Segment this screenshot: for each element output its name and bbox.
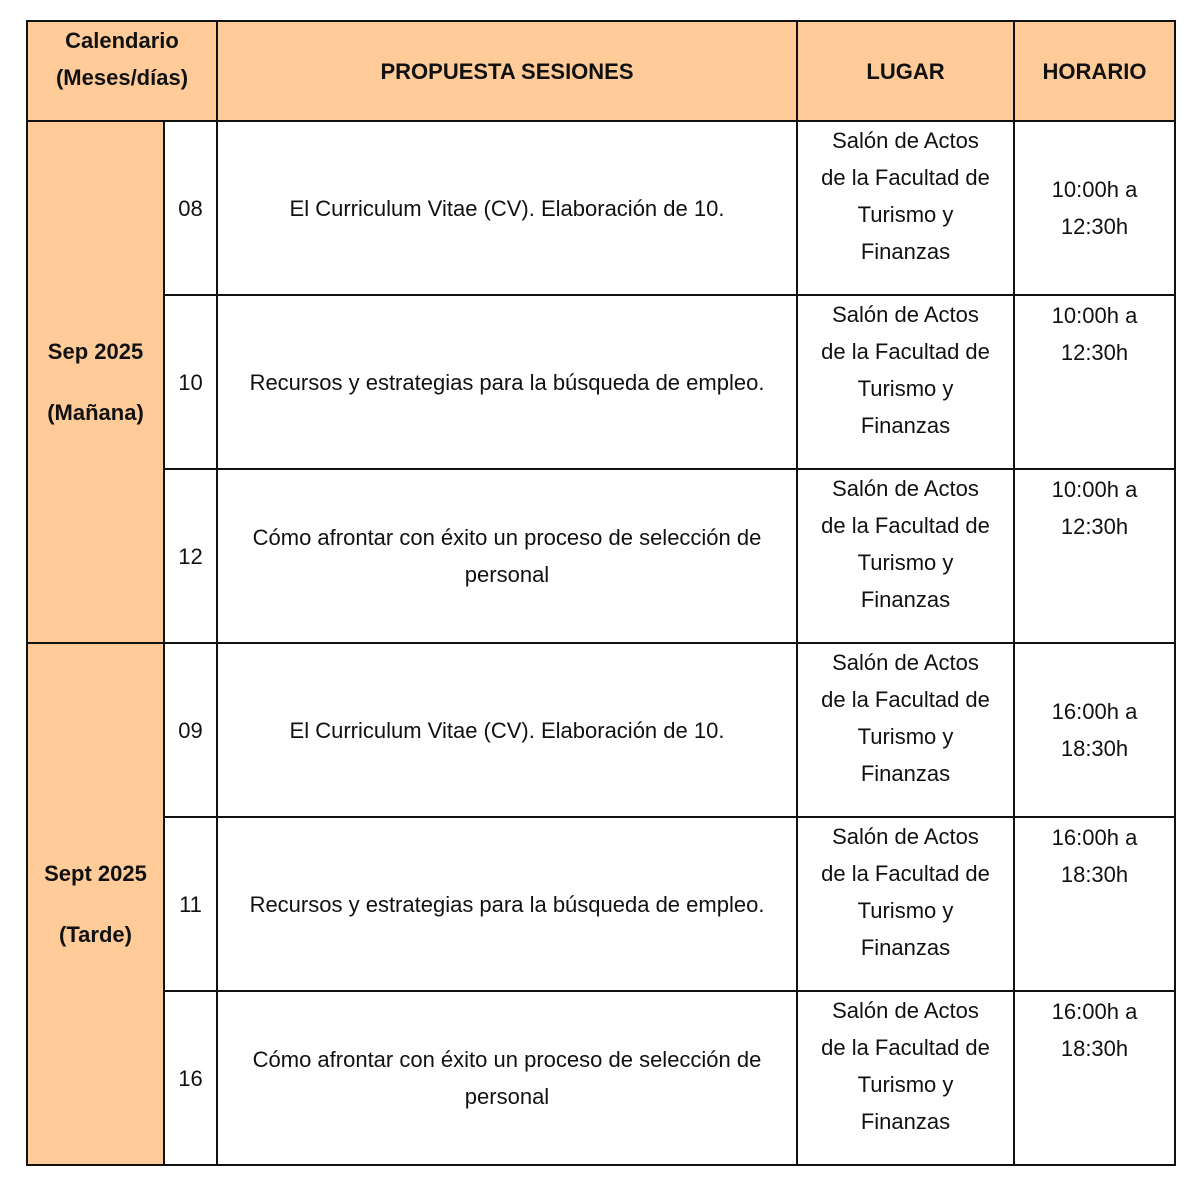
hours-line: 16:00h a (1051, 825, 1138, 850)
place-line: Turismo y (857, 898, 954, 923)
schedule-table (26, 20, 1176, 1166)
table-row (27, 643, 1175, 817)
session-cell: El Curriculum Vitae (CV). Elaboración de 10. (217, 643, 797, 817)
place-line: de la Facultad de (821, 1035, 990, 1060)
place-line: Finanzas (860, 587, 951, 612)
hours-line: 10:00h a (1051, 303, 1138, 328)
place-line: de la Facultad de (821, 687, 990, 712)
hours-line: 10:00h a (1051, 477, 1138, 502)
place-line: Turismo y (857, 376, 954, 401)
place-line: de la Facultad de (821, 861, 990, 886)
header-calendar-line2: (Meses/días) (55, 65, 189, 90)
place-line: Salón de Actos (832, 650, 979, 675)
header-calendar (27, 21, 217, 121)
place-line: Finanzas (860, 935, 951, 960)
table-row (27, 469, 1175, 643)
place-cell (797, 469, 1014, 643)
hours-line: 16:00h a (1051, 999, 1138, 1024)
hours-cell (1014, 643, 1175, 817)
group-label-afternoon (27, 643, 164, 1165)
place-line: Salón de Actos (832, 128, 979, 153)
hours-cell (1014, 991, 1175, 1165)
table-row (27, 295, 1175, 469)
hours-cell (1014, 121, 1175, 295)
table-row (27, 817, 1175, 991)
hours-cell (1014, 469, 1175, 643)
hours-line: 18:30h (1060, 1036, 1129, 1061)
group-shift: (Tarde) (59, 922, 132, 947)
day-cell: 12 (164, 469, 217, 643)
place-line: Salón de Actos (832, 302, 979, 327)
place-line: Finanzas (860, 1109, 951, 1134)
session-cell: Cómo afrontar con éxito un proceso de selección de personal (217, 991, 797, 1165)
place-line: Salón de Actos (832, 824, 979, 849)
place-line: Turismo y (857, 724, 954, 749)
place-line: Finanzas (860, 761, 951, 786)
hours-line: 10:00h a (1051, 177, 1138, 202)
table-row (27, 991, 1175, 1165)
hours-line: 18:30h (1060, 736, 1129, 761)
hours-line: 18:30h (1060, 862, 1129, 887)
place-line: Finanzas (860, 413, 951, 438)
session-cell: Cómo afrontar con éxito un proceso de selección de personal (217, 469, 797, 643)
day-cell: 11 (164, 817, 217, 991)
place-line: Turismo y (857, 550, 954, 575)
session-cell: Recursos y estrategias para la búsqueda de empleo. (217, 817, 797, 991)
place-line: de la Facultad de (821, 165, 990, 190)
place-line: Salón de Actos (832, 998, 979, 1023)
session-cell: Recursos y estrategias para la búsqueda de empleo. (217, 295, 797, 469)
day-cell: 10 (164, 295, 217, 469)
day-cell: 08 (164, 121, 217, 295)
hours-line: 16:00h a (1051, 699, 1138, 724)
hours-line: 12:30h (1060, 340, 1129, 365)
place-cell (797, 295, 1014, 469)
place-line: de la Facultad de (821, 513, 990, 538)
place-line: de la Facultad de (821, 339, 990, 364)
place-line: Turismo y (857, 202, 954, 227)
header-place: LUGAR (797, 21, 1014, 121)
session-cell: El Curriculum Vitae (CV). Elaboración de 10. (217, 121, 797, 295)
group-month: Sept 2025 (44, 861, 147, 886)
group-month: Sep 2025 (47, 339, 144, 364)
group-shift: (Mañana) (47, 400, 144, 425)
group-label-morning (27, 121, 164, 643)
hours-line: 12:30h (1060, 214, 1129, 239)
day-cell: 16 (164, 991, 217, 1165)
hours-cell (1014, 295, 1175, 469)
header-row (27, 21, 1175, 121)
place-cell (797, 121, 1014, 295)
hours-cell (1014, 817, 1175, 991)
header-schedule: HORARIO (1014, 21, 1175, 121)
place-cell (797, 643, 1014, 817)
hours-line: 12:30h (1060, 514, 1129, 539)
place-cell (797, 991, 1014, 1165)
table-row (27, 121, 1175, 295)
header-sessions: PROPUESTA SESIONES (217, 21, 797, 121)
day-cell: 09 (164, 643, 217, 817)
place-line: Finanzas (860, 239, 951, 264)
place-line: Turismo y (857, 1072, 954, 1097)
place-line: Salón de Actos (832, 476, 979, 501)
place-cell (797, 817, 1014, 991)
header-calendar-line1: Calendario (65, 28, 179, 53)
